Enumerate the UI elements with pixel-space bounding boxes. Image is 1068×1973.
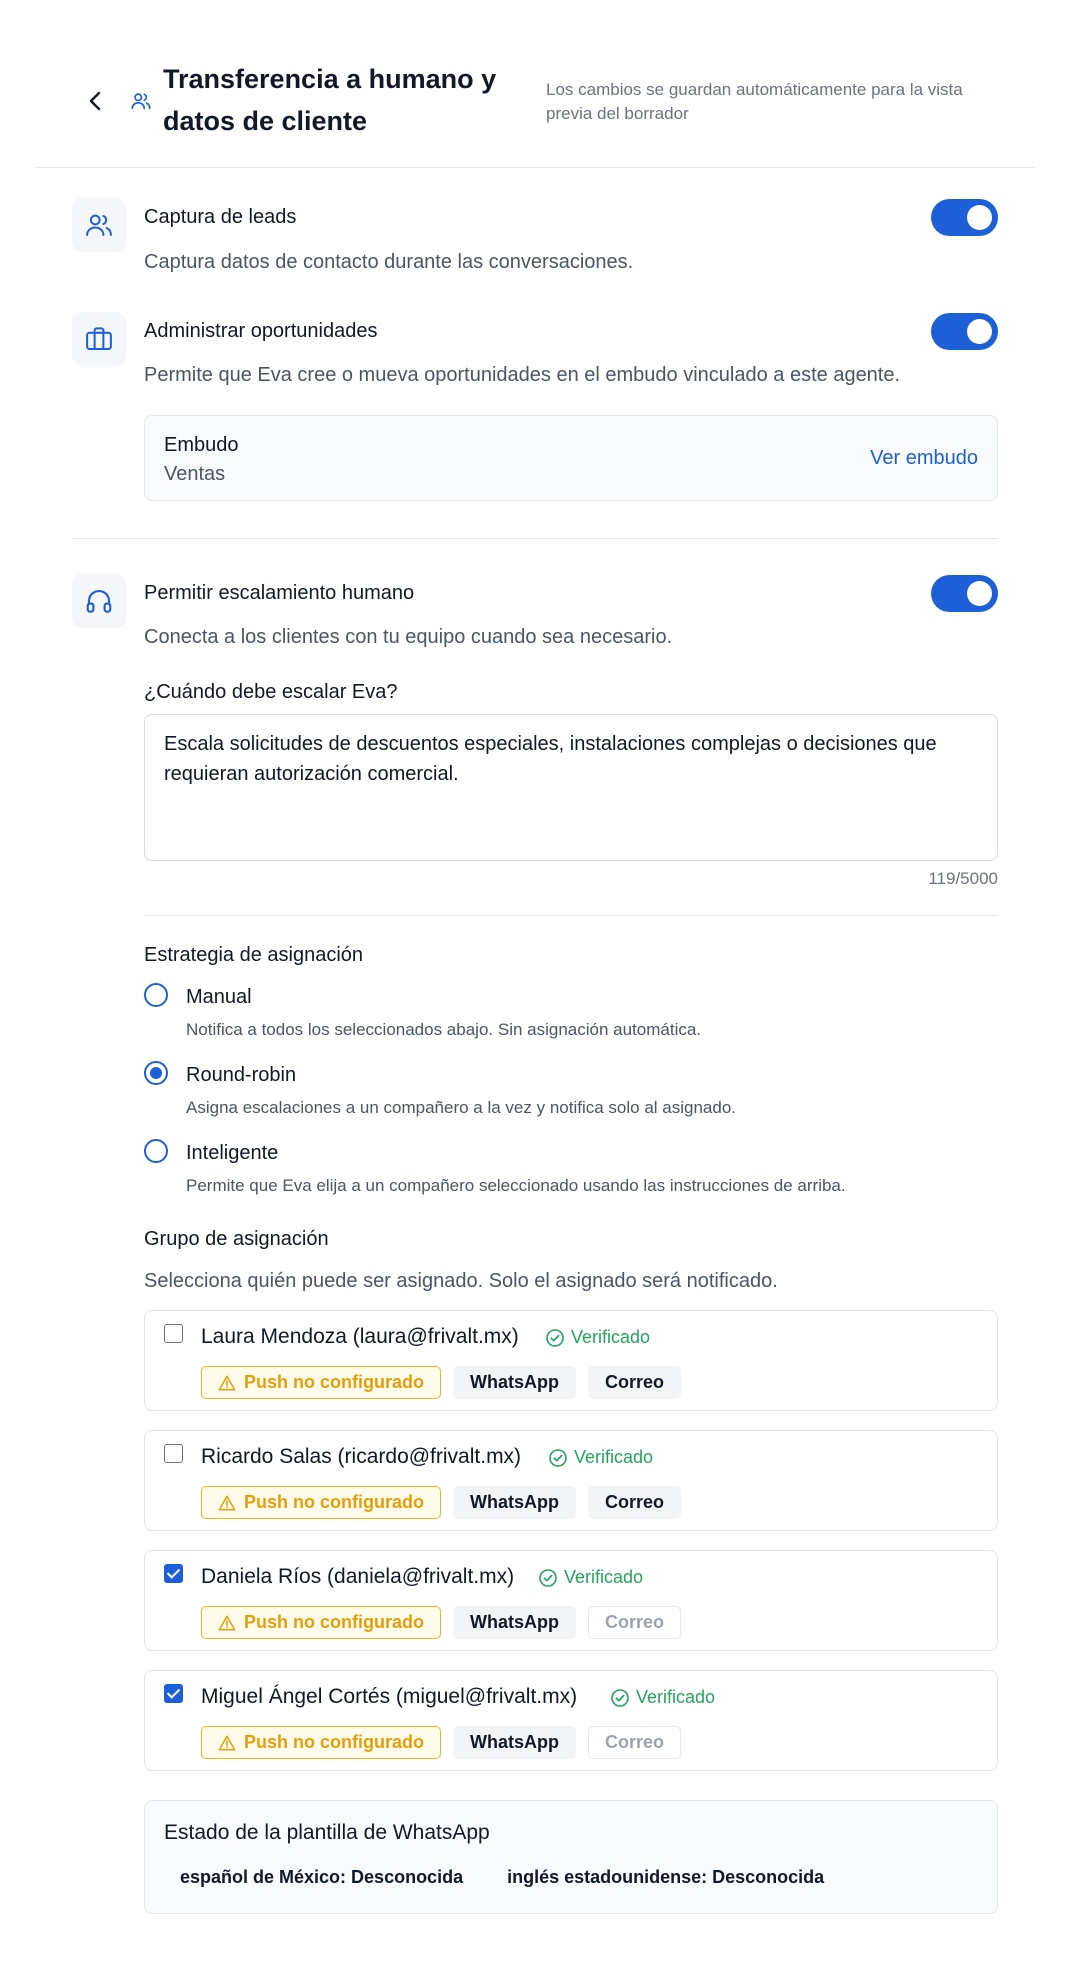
warning-triangle-icon xyxy=(218,1494,236,1512)
autosave-note: Los cambios se guardan automáticamente para la vista previa del borrador xyxy=(546,80,963,123)
escalation-title: Permitir escalamiento humano xyxy=(144,582,415,604)
push-warning-label: Push no configurado xyxy=(244,1732,424,1752)
radio-round-robin-label: Round-robin xyxy=(186,1064,297,1086)
check-circle-icon xyxy=(545,1328,565,1348)
radio-intelligent[interactable] xyxy=(144,1139,168,1163)
warning-triangle-icon xyxy=(218,1374,236,1392)
funnel-label: Embudo xyxy=(164,434,239,456)
radio-manual-description: Notifica a todos los seleccionados abajo. Sin asignación automática. xyxy=(186,1020,702,1039)
assignee-checkbox[interactable] xyxy=(164,1444,183,1463)
briefcase-icon xyxy=(84,324,114,354)
header-divider xyxy=(36,167,1034,168)
verified-badge xyxy=(548,1447,653,1468)
assignee-card xyxy=(144,1670,998,1771)
users-icon xyxy=(84,210,114,240)
verified-badge xyxy=(610,1687,715,1708)
whatsapp-template-card xyxy=(144,1800,998,1914)
chevron-left-icon xyxy=(88,90,102,112)
view-funnel-link[interactable]: Ver embudo xyxy=(870,447,978,469)
group-description: Selecciona quién puede ser asignado. Solo el asignado será notificado. xyxy=(144,1270,778,1292)
push-warning-chip xyxy=(201,1726,441,1759)
push-warning-label: Push no configurado xyxy=(244,1612,424,1632)
character-counter: 119/5000 xyxy=(928,869,998,888)
section-divider xyxy=(144,915,998,916)
push-warning-label: Push no configurado xyxy=(244,1492,424,1512)
radio-manual-label: Manual xyxy=(186,986,252,1008)
verified-label: Verificado xyxy=(571,1327,651,1347)
warning-triangle-icon xyxy=(218,1614,236,1632)
email-chip[interactable]: Correo xyxy=(588,1366,681,1399)
channel-chips xyxy=(201,1366,681,1399)
push-warning-chip xyxy=(201,1486,441,1519)
radio-intelligent-label: Inteligente xyxy=(186,1142,279,1164)
assignee-name: Daniela Ríos (daniela@frivalt.mx) xyxy=(201,1565,515,1588)
headset-icon xyxy=(84,586,114,616)
verified-label: Verificado xyxy=(636,1687,716,1707)
toggle-knob xyxy=(967,319,992,344)
lead-capture-icon-tile xyxy=(72,198,126,252)
assignee-name: Ricardo Salas (ricardo@frivalt.mx) xyxy=(201,1445,522,1468)
radio-round-robin-description: Asigna escalaciones a un compañero a la vez y notifica solo al asignado. xyxy=(186,1098,737,1117)
escalation-toggle[interactable] xyxy=(931,575,998,612)
assignee-checkbox[interactable] xyxy=(164,1564,183,1583)
verified-badge xyxy=(538,1567,643,1588)
escalation-instructions-textarea[interactable]: Escala solicitudes de descuentos especiales, instalaciones complejas o decisiones que requieran autorización comercial. xyxy=(144,714,998,861)
channel-chips xyxy=(201,1606,681,1639)
whatsapp-chip[interactable]: WhatsApp xyxy=(453,1366,576,1399)
whatsapp-template-title: Estado de la plantilla de WhatsApp xyxy=(164,1821,490,1844)
check-circle-icon xyxy=(610,1688,630,1708)
assignee-name: Miguel Ángel Cortés (miguel@frivalt.mx) xyxy=(201,1685,578,1708)
warning-triangle-icon xyxy=(218,1734,236,1752)
opportunities-title: Administrar oportunidades xyxy=(144,320,378,342)
push-warning-chip xyxy=(201,1366,441,1399)
assignee-card xyxy=(144,1550,998,1651)
funnel-card xyxy=(144,415,998,501)
escalation-description: Conecta a los clientes con tu equipo cuando sea necesario. xyxy=(144,626,673,648)
template-status-en-us: inglés estadounidense: Desconocida xyxy=(507,1867,825,1887)
assignee-card xyxy=(144,1310,998,1411)
users-icon xyxy=(130,90,152,112)
channel-chips xyxy=(201,1486,681,1519)
push-warning-label: Push no configurado xyxy=(244,1372,424,1392)
funnel-value: Ventas xyxy=(164,463,226,485)
channel-chips xyxy=(201,1726,681,1759)
verified-label: Verificado xyxy=(564,1567,644,1587)
check-circle-icon xyxy=(548,1448,568,1468)
whatsapp-chip[interactable]: WhatsApp xyxy=(453,1486,576,1519)
assignee-checkbox[interactable] xyxy=(164,1324,183,1343)
strategy-label: Estrategia de asignación xyxy=(144,944,364,966)
opportunities-icon-tile xyxy=(72,312,126,366)
assignee-card xyxy=(144,1430,998,1531)
toggle-knob xyxy=(967,205,992,230)
lead-capture-title: Captura de leads xyxy=(144,206,297,228)
section-divider xyxy=(72,538,998,539)
toggle-knob xyxy=(967,581,992,606)
check-circle-icon xyxy=(538,1568,558,1588)
whatsapp-chip[interactable]: WhatsApp xyxy=(453,1606,576,1639)
radio-manual[interactable] xyxy=(144,983,168,1007)
radio-round-robin[interactable] xyxy=(144,1061,168,1085)
lead-capture-description: Captura datos de contacto durante las conversaciones. xyxy=(144,251,634,273)
back-button[interactable] xyxy=(84,88,106,114)
verified-label: Verificado xyxy=(574,1447,654,1467)
verified-badge xyxy=(545,1327,650,1348)
page-title: Transferencia a humano y datos de cliente xyxy=(163,64,497,136)
escalation-icon-tile xyxy=(72,574,126,628)
group-label: Grupo de asignación xyxy=(144,1228,329,1250)
page-header xyxy=(0,0,1068,168)
assignee-name: Laura Mendoza (laura@frivalt.mx) xyxy=(201,1325,519,1348)
escalation-when-label: ¿Cuándo debe escalar Eva? xyxy=(144,681,398,703)
email-chip[interactable]: Correo xyxy=(588,1606,681,1639)
assignee-checkbox[interactable] xyxy=(164,1684,183,1703)
email-chip[interactable]: Correo xyxy=(588,1726,681,1759)
email-chip[interactable]: Correo xyxy=(588,1486,681,1519)
lead-capture-toggle[interactable] xyxy=(931,199,998,236)
opportunities-toggle[interactable] xyxy=(931,313,998,350)
whatsapp-template-statuses xyxy=(164,1863,840,1892)
whatsapp-chip[interactable]: WhatsApp xyxy=(453,1726,576,1759)
push-warning-chip xyxy=(201,1606,441,1639)
radio-intelligent-description: Permite que Eva elija a un compañero seleccionado usando las instrucciones de arriba. xyxy=(186,1176,846,1195)
template-status-es-mx: español de México: Desconocida xyxy=(180,1867,464,1887)
opportunities-description: Permite que Eva cree o mueva oportunidades en el embudo vinculado a este agente. xyxy=(144,364,901,386)
